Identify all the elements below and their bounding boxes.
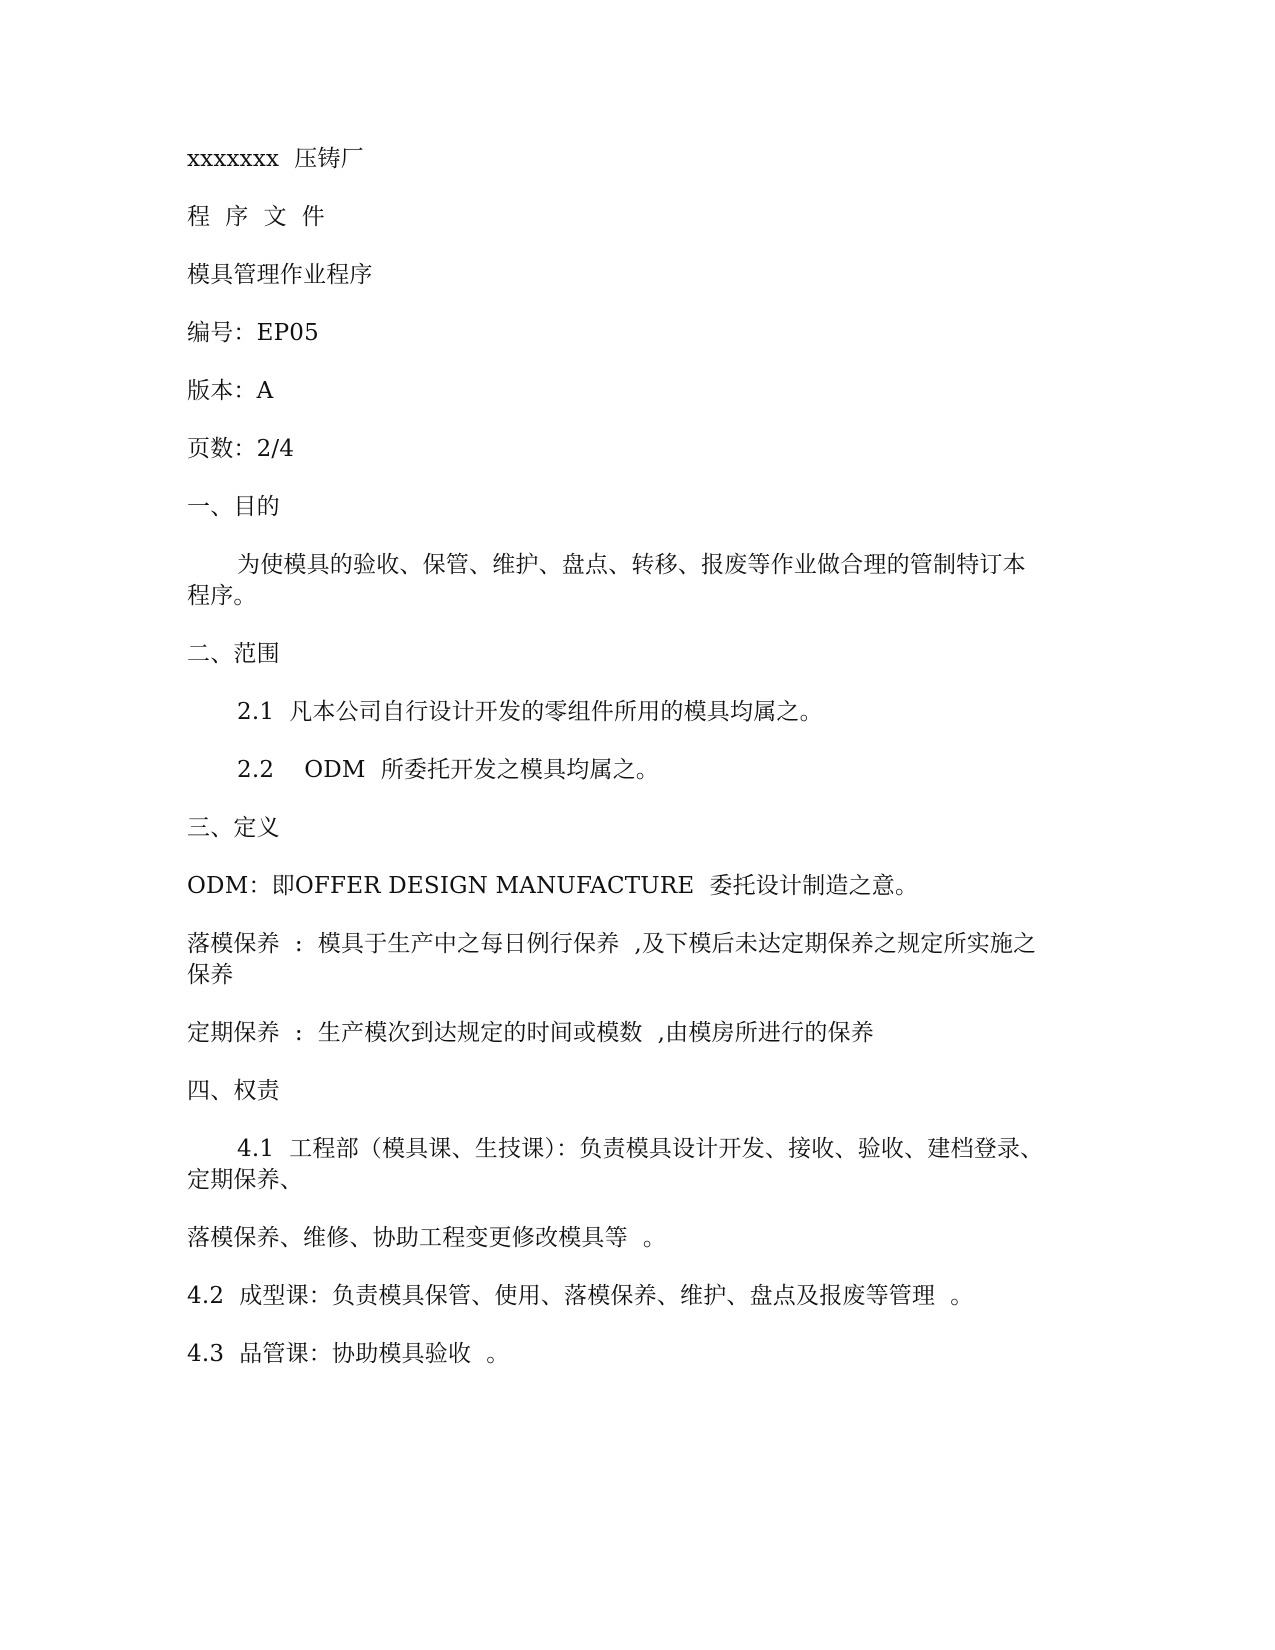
section-scope-heading: 二、范围 [187,641,280,667]
document-type: 程 序 文 件 [187,204,325,230]
company-name: xxxxxxx 压铸厂 [187,146,364,172]
section-responsibilities-heading: 四、权责 [187,1078,280,1104]
definition-drop-maintenance-line2: 保养 [187,962,234,988]
section-scope-item1: 2.1 凡本公司自行设计开发的零组件所用的模具均属之。 [237,699,823,725]
document-title: 模具管理作业程序 [187,262,373,288]
responsibility-engineering-line1: 4.1 工程部（模具课、生技课）：负责模具设计开发、接收、验收、建档登录、 [237,1136,1044,1162]
definition-drop-maintenance-line1: 落模保养 : 模具于生产中之每日例行保养 ,及下模后未达定期保养之规定所实施之 [187,931,1037,957]
section-definitions-heading: 三、定义 [187,815,280,841]
document-version: 版本：A [187,378,274,404]
page-count: 页数：2/4 [187,436,295,462]
responsibility-engineering-line2: 定期保养、 [187,1167,303,1193]
section-scope-item2: 2.2 ODM 所委托开发之模具均属之。 [237,757,660,783]
section-purpose-body-line2: 程序。 [187,583,257,609]
section-purpose-body-line1: 为使模具的验收、保管、维护、盘点、转移、报废等作业做合理的管制特订本 [237,552,1026,578]
document-number: 编号：EP05 [187,320,319,346]
section-purpose-heading: 一、目的 [187,494,280,520]
responsibility-quality: 4.3 品管课：协助模具验收 。 [187,1341,510,1367]
responsibility-molding: 4.2 成型课：负责模具保管、使用、落模保养、维护、盘点及报废等管理 。 [187,1283,974,1309]
definition-periodic-maintenance: 定期保养 : 生产模次到达规定的时间或模数 ,由模房所进行的保养 [187,1020,874,1046]
responsibility-engineering-line3: 落模保养、维修、协助工程变更修改模具等 。 [187,1225,667,1251]
definition-odm: ODM：即OFFER DESIGN MANUFACTURE 委托设计制造之意。 [187,873,919,899]
